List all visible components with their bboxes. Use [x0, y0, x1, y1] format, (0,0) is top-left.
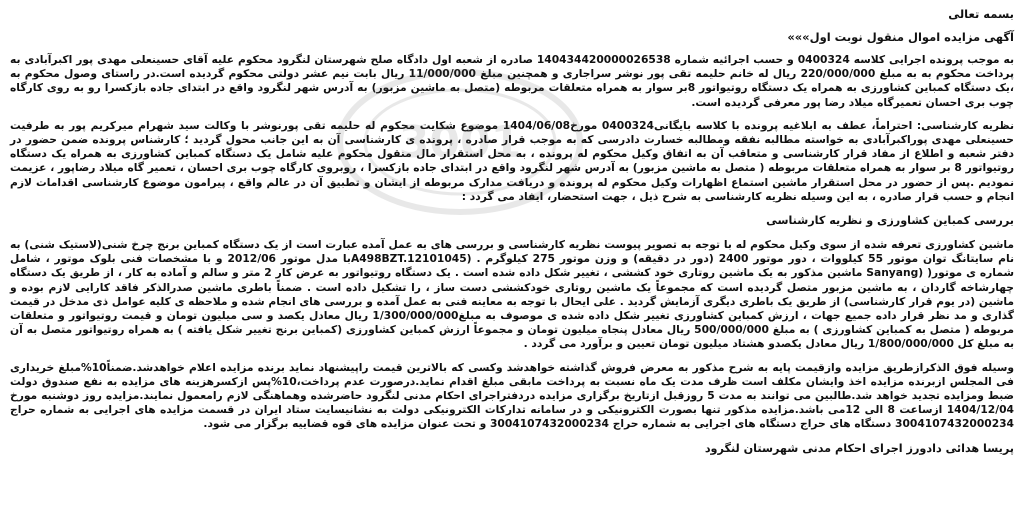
basmala-heading: بسمه تعالی	[948, 7, 1014, 21]
section-title: بررسی کمباین کشاورزی و نظریه کارشناسی	[766, 214, 1014, 228]
machinery-paragraph: ماشین کشاورزی تعرفه شده از سوی وکیل محکوم له با توجه به تصویر پیوست نظریه کارشناسی و بررسی های به عمل آمده عبارت است از یک دستگاه کمباین برنج چرخ شنی(لاستیک شنی) به نام سایتانگ توان موتور 55 کیلووات ، دور موتور 2400 (دور در دقیقه) و وزن موتور 275 کیلوگرم . (A498BZT.12101045با مدل موتور 2012/06 و با مشخصات فنی بلوک موتور ، شامل شماره ی موتور( (Sanyang ماشین مذکور به یک ماشین روتاری خود کششی ، تغییر شکل داده شده است . یک دستگاه روتیواتور به عرض کار 2 متر و سالم و آماده به کار ، از طریق یک دستگاه چهارشاخه گاردان ، به ماشین مزبور متصل گردیده است که مجموعاً یک ماشین روتاری خودکششی دست ساز ، را تشکیل داده است . ضمناً باطری ماشین صدرالذکر فاقد کارایی لازم بوده و ماشین (در یوم قرار کارشناسی) از طریق یک باطری دیگری آزمایش گردید . علی ایحال با توجه به معاینه فنی به عمل آمده و بررسی های انجام شده و ملاحظه ی کلیه عوامل ذی مدخل در قیمت گذاری و مد نظر قرار داده جمیع جهات ، ارزش کمباین کشاورزی تغییر شکل داده شده ی موصوف به مبلغ1/300/000/000 ریال معادل یکصد و سی میلیون تومان و قیمت روتیواتور و متعلقات مربوطه ( متصل به کمباین کشاورزی ) به مبلغ 500/000/000 ریال معادل پنجاه میلیون تومان و مجموعاً ارزش کمباین کشاورزی (کمباین برنج تغییر شکل یافته ) به همراه روتیواتور متصل به آن به مبلغ کل 1/800/000/000 ریال معادل یکصدو هشتاد میلیون تومان تعیین و برآورد می گردد .	[10, 238, 1015, 351]
intro-paragraph: به موجب پرونده اجرایی کلاسه 0400324 و حسب اجرائیه شماره 140434420000026538 صادره از شعبه اول دادگاه صلح شهرستان لنگرود محکوم علیه آقای حسینعلی مهدی پور اکبرآبادی به پرداخت محکوم به به مبلغ 220/000/000 ریال له خانم حلیمه تقی پور نوشر سراجاری و همچنین مبلغ 11/000/000 ریال بابت نیم عشر دولتی محکوم گردیده است.در راستای وصول محکوم به ،یک دستگاه کمباین کشاورزی به همراه یک دستگاه روتیواتور 8بر سوار به همراه متعلقات مربوطه (متصل به ماشین مزبور) به آدرس شهر لنگرود واقع در ابتدای جاده بازکسرا رو به روی کارگاه چوب بری احسان تعمیرگاه میلاد رضا پور معرفی گردیده است.	[10, 53, 1014, 109]
signature-line: پریسا هدائی دادورز اجرای احکام مدنی شهرستان لنگرود	[704, 441, 1014, 455]
notice-title: آگهی مزایده اموال منقول نوبت اول»»»	[787, 30, 1014, 44]
svg-text:3001: 3001	[398, 117, 522, 168]
expert-opinion-paragraph: نظریه کارشناسی: احتراماً، عطف به ابلاغیه پرونده با کلاسه بایگانی0400324 مورخ1404/06/08 موضوع شکایت محکوم له حلیمه تقی پورنوشر با وکالت سید شهرام میرکریم پور به طرفیت حسینعلی مهدی پوراکبرآبادی به خواسته مطالبه نفقه ومطالبه خسارت دادرسی که به موجب قرار صادره ، پرونده ی کارشناسی آن به این جانب محول گردید ؛ کارشناس پرونده ضمن حضور در دفتر شعبه و اطلاع از مفاد قرار کارشناسی و متعاقب آن به اتفاق وکیل محکوم له پرونده ، به محل استقرار مال منقول محکوم علیه شامل یک دستگاه کمباین کشاورزی به همراه یک دستگاه روتیواتور 8 بر سوار به همراه متعلقات مربوطه ( متصل به ماشین مزبور) به آدرس شهر لنگرود واقع در ابتدای جاده بازکسرا ، روبروی کارگاه چوب بری احسان ، تعمیر گاه میلاد رضاپور ، عزیمت نمودیم .پس از حضور در محل استقرار ماشین استماع اظهارات وکیل محکوم له پرونده و دریافت مدارک مربوطه از ایشان و تطبیق آن در عالم واقع ، پیرامون موضوع کارشناسی اقدامات لازم انجام و حسب قرار صادره ، به این وسیله نظریه کارشناسی به شرح ذیل ، جهت استحضار، ایفاد می گردد :	[10, 118, 1014, 203]
auction-paragraph: وسیله فوق الذکرازطریق مزایده وازقیمت پایه به شرح مذکور به معرض فروش گذاشته خواهدشد وکسی که بالاترین قیمت راپیشنهاد نماید برنده مزایده اعلام خواهدشد.ضمناً10%مبلغ خریداری فی المجلس ازبرنده مزایده اخذ وایشان مکلف است ظرف مدت یک ماه نسبت به پرداخت مابقی مبلغ اقدام نماید.درصورت عدم پرداخت،10%پس ازکسرهزینه های مزایده به نفع صندوق دولت ضبط ومزایده تجدید خواهد شد.طالبین می توانند به مدت 5 روزقبل ازتاریخ برگزاری مزایده دردفتراجرای احکام مدنی لنگرود حاضرشده وهماهنگی لازم رامعمول نمایند.مزایده روز دوشنبه مورخ 1404/12/04 ازساعت 8 الی 12می باشد.مزایده مذکور تنها بصورت الکترونیکی و در سامانه تدارکات الکترونیکی دولت به نشانیسایت ستاد ایران در قسمت مزایده های اجرایی به شماره حراج 3004107432000234 دستگاه های حراج دستگاه های اجرایی به شماره حراج 3004107432000234 و تحت عنوان مزایده های قوه قضاییه برگزار می شود.	[10, 360, 1015, 431]
